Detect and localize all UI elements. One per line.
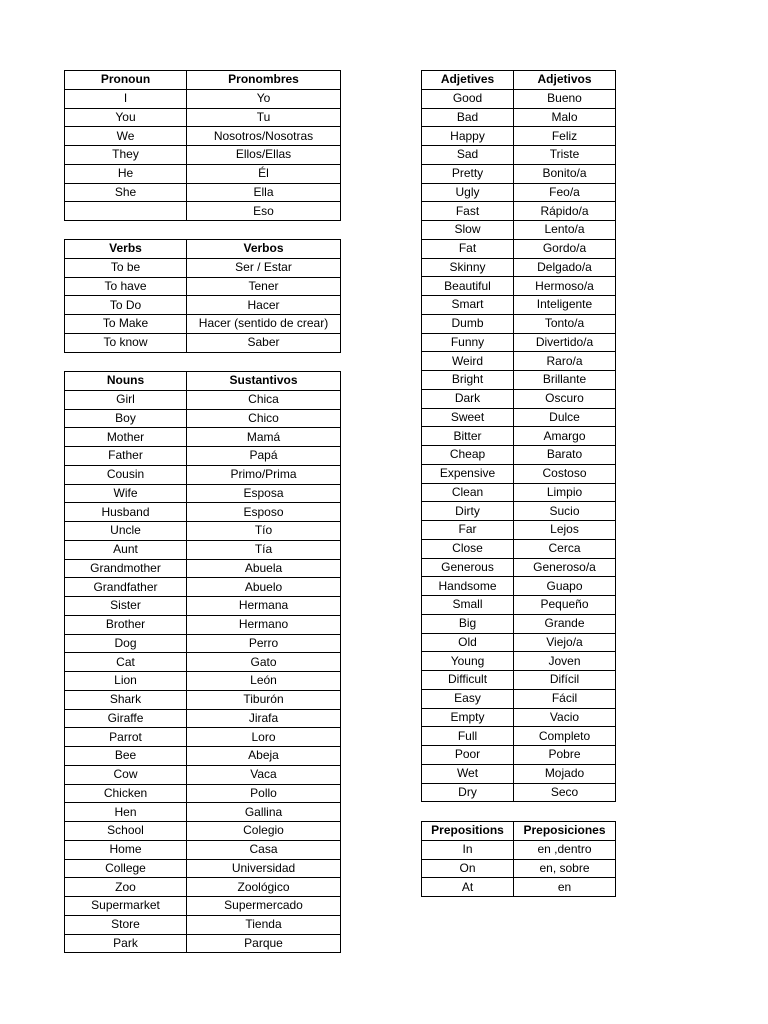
spanish-cell: Amargo <box>514 427 616 446</box>
english-cell: Mother <box>65 428 187 447</box>
english-cell: Husband <box>65 503 187 522</box>
english-cell: Beautiful <box>422 277 514 296</box>
spanish-cell: Sucio <box>514 502 616 521</box>
spanish-cell: Tiburón <box>187 690 341 709</box>
english-cell: Lion <box>65 672 187 691</box>
english-cell: Bitter <box>422 427 514 446</box>
english-cell: To be <box>65 258 187 277</box>
spanish-cell: Zoológico <box>187 878 341 897</box>
english-cell: Old <box>422 633 514 652</box>
spanish-cell: Tienda <box>187 915 341 934</box>
english-cell: Zoo <box>65 878 187 897</box>
spanish-cell: Fácil <box>514 689 616 708</box>
english-cell: Cat <box>65 653 187 672</box>
spanish-cell: Tonto/a <box>514 314 616 333</box>
spanish-cell: Vacio <box>514 708 616 727</box>
table-row <box>422 577 616 596</box>
english-cell: Aunt <box>65 540 187 559</box>
spanish-cell: Gallina <box>187 803 341 822</box>
english-cell: Poor <box>422 746 514 765</box>
english-cell: Chicken <box>65 784 187 803</box>
english-cell: Home <box>65 840 187 859</box>
spanish-cell: Tío <box>187 522 341 541</box>
table-row <box>422 689 616 708</box>
english-cell: Good <box>422 89 514 108</box>
english-cell: Difficult <box>422 671 514 690</box>
table-row <box>422 840 616 859</box>
spanish-cell: Feo/a <box>514 183 616 202</box>
table-row <box>422 221 616 240</box>
english-cell: To have <box>65 277 187 296</box>
english-cell: Funny <box>422 333 514 352</box>
table-row <box>422 239 616 258</box>
table-row <box>65 503 341 522</box>
spanish-cell: Casa <box>187 840 341 859</box>
english-cell: Easy <box>422 689 514 708</box>
table-row <box>65 765 341 784</box>
english-cell: Dumb <box>422 314 514 333</box>
column-header: Nouns <box>65 372 187 391</box>
table-row <box>65 465 341 484</box>
english-cell: Handsome <box>422 577 514 596</box>
english-cell: Clean <box>422 483 514 502</box>
spanish-cell: Bonito/a <box>514 164 616 183</box>
english-cell: She <box>65 183 187 202</box>
spanish-cell: Delgado/a <box>514 258 616 277</box>
english-cell: Sweet <box>422 408 514 427</box>
spanish-cell: Yo <box>187 89 341 108</box>
column-header: Preposiciones <box>514 822 616 841</box>
english-cell: On <box>422 859 514 878</box>
table-row <box>65 597 341 616</box>
english-cell: Bee <box>65 747 187 766</box>
column-header: Adjetives <box>422 71 514 90</box>
spanish-cell: Jirafa <box>187 709 341 728</box>
table-row <box>422 427 616 446</box>
table-row <box>422 408 616 427</box>
table-row <box>422 878 616 897</box>
english-cell: College <box>65 859 187 878</box>
table-row <box>65 428 341 447</box>
spanish-cell: Abeja <box>187 747 341 766</box>
table-row <box>422 614 616 633</box>
english-cell: Boy <box>65 409 187 428</box>
spanish-cell: Parque <box>187 934 341 953</box>
spanish-cell: Ella <box>187 183 341 202</box>
spanish-cell: Seco <box>514 783 616 802</box>
spanish-cell: Mojado <box>514 764 616 783</box>
spanish-cell: en ,dentro <box>514 840 616 859</box>
spanish-cell: Hacer <box>187 296 341 315</box>
spanish-cell: Esposo <box>187 503 341 522</box>
english-cell: Dirty <box>422 502 514 521</box>
spanish-cell: Malo <box>514 108 616 127</box>
column-header: Prepositions <box>422 822 514 841</box>
spanish-cell: Él <box>187 164 341 183</box>
table-row <box>422 164 616 183</box>
spanish-cell: Generoso/a <box>514 558 616 577</box>
table-row <box>422 502 616 521</box>
english-cell: Wife <box>65 484 187 503</box>
table-row <box>422 352 616 371</box>
table-row <box>65 559 341 578</box>
table-row <box>65 202 341 221</box>
table-row <box>65 878 341 897</box>
english-cell: Shark <box>65 690 187 709</box>
pronouns-table <box>64 70 341 221</box>
adjectives-table <box>421 70 616 802</box>
table-row <box>422 464 616 483</box>
spanish-cell: Abuela <box>187 559 341 578</box>
table-row <box>65 183 341 202</box>
table-row <box>65 615 341 634</box>
table-row <box>65 934 341 953</box>
table-row <box>65 634 341 653</box>
table-row <box>65 409 341 428</box>
spanish-cell: Supermercado <box>187 897 341 916</box>
spanish-cell: Saber <box>187 333 341 352</box>
table-row <box>422 258 616 277</box>
english-cell: Ugly <box>422 183 514 202</box>
table-row <box>422 371 616 390</box>
table-row <box>65 690 341 709</box>
table-row <box>65 784 341 803</box>
table-row <box>65 897 341 916</box>
table-row <box>65 672 341 691</box>
spanish-cell: Ellos/Ellas <box>187 146 341 165</box>
spanish-cell: Dulce <box>514 408 616 427</box>
spanish-cell: Perro <box>187 634 341 653</box>
english-cell: Skinny <box>422 258 514 277</box>
spanish-cell: Completo <box>514 727 616 746</box>
spanish-cell: en <box>514 878 616 897</box>
table-row <box>422 127 616 146</box>
table-row <box>422 671 616 690</box>
english-cell: Weird <box>422 352 514 371</box>
english-cell: Dry <box>422 783 514 802</box>
table-row <box>65 277 341 296</box>
table-row <box>65 484 341 503</box>
table-row <box>422 296 616 315</box>
spanish-cell: Triste <box>514 146 616 165</box>
table-row <box>422 202 616 221</box>
table-header-row <box>65 240 341 259</box>
spanish-cell: Esposa <box>187 484 341 503</box>
spanish-cell: Lejos <box>514 521 616 540</box>
table-row <box>65 315 341 334</box>
english-cell: Wet <box>422 764 514 783</box>
spanish-cell: Grande <box>514 614 616 633</box>
english-cell: Close <box>422 539 514 558</box>
english-cell: I <box>65 89 187 108</box>
spanish-cell: Tía <box>187 540 341 559</box>
english-cell: Parrot <box>65 728 187 747</box>
spanish-cell: Hacer (sentido de crear) <box>187 315 341 334</box>
spanish-cell: en, sobre <box>514 859 616 878</box>
table-row <box>65 447 341 466</box>
spanish-cell: Loro <box>187 728 341 747</box>
table-row <box>422 483 616 502</box>
spanish-cell: Hermano <box>187 615 341 634</box>
spanish-cell: Hermoso/a <box>514 277 616 296</box>
english-cell: Far <box>422 521 514 540</box>
spanish-cell: Vaca <box>187 765 341 784</box>
table-row <box>65 108 341 127</box>
english-cell: Girl <box>65 390 187 409</box>
table-row <box>65 146 341 165</box>
spanish-cell: Universidad <box>187 859 341 878</box>
table-row <box>65 747 341 766</box>
spanish-cell: Primo/Prima <box>187 465 341 484</box>
table-row <box>422 446 616 465</box>
english-cell: He <box>65 164 187 183</box>
spanish-cell: Cerca <box>514 539 616 558</box>
english-cell: Grandfather <box>65 578 187 597</box>
table-row <box>422 521 616 540</box>
nouns-table <box>64 371 341 953</box>
english-cell: Bad <box>422 108 514 127</box>
table-row <box>422 859 616 878</box>
english-cell: Brother <box>65 615 187 634</box>
table-header-row <box>65 71 341 90</box>
english-cell: Smart <box>422 296 514 315</box>
english-cell: Cousin <box>65 465 187 484</box>
spanish-cell: Pequeño <box>514 596 616 615</box>
english-cell: Store <box>65 915 187 934</box>
table-row <box>65 653 341 672</box>
english-cell: Bright <box>422 371 514 390</box>
table-row <box>65 859 341 878</box>
english-cell: Expensive <box>422 464 514 483</box>
table-row <box>422 314 616 333</box>
table-row <box>65 578 341 597</box>
english-cell: Uncle <box>65 522 187 541</box>
english-cell: Grandmother <box>65 559 187 578</box>
spanish-cell: Difícil <box>514 671 616 690</box>
spanish-cell: Viejo/a <box>514 633 616 652</box>
english-cell: Generous <box>422 558 514 577</box>
english-cell <box>65 202 187 221</box>
table-row <box>65 803 341 822</box>
table-row <box>65 840 341 859</box>
table-row <box>422 389 616 408</box>
table-row <box>422 727 616 746</box>
table-row <box>422 764 616 783</box>
spanish-cell: Abuelo <box>187 578 341 597</box>
spanish-cell: Chica <box>187 390 341 409</box>
english-cell: In <box>422 840 514 859</box>
english-cell: Supermarket <box>65 897 187 916</box>
spanish-cell: Oscuro <box>514 389 616 408</box>
english-cell: Fat <box>422 239 514 258</box>
table-row <box>422 539 616 558</box>
table-row <box>422 596 616 615</box>
table-row <box>422 183 616 202</box>
table-row <box>422 108 616 127</box>
spanish-cell: Inteligente <box>514 296 616 315</box>
spanish-cell: Guapo <box>514 577 616 596</box>
table-row <box>65 127 341 146</box>
table-row <box>422 89 616 108</box>
spanish-cell: Papá <box>187 447 341 466</box>
spanish-cell: Mamá <box>187 428 341 447</box>
english-cell: We <box>65 127 187 146</box>
table-row <box>422 633 616 652</box>
table-row <box>422 746 616 765</box>
table-row <box>422 333 616 352</box>
spanish-cell: Tu <box>187 108 341 127</box>
table-row <box>65 296 341 315</box>
spanish-cell: Bueno <box>514 89 616 108</box>
column-header: Adjetivos <box>514 71 616 90</box>
english-cell: Big <box>422 614 514 633</box>
english-cell: Pretty <box>422 164 514 183</box>
english-cell: Small <box>422 596 514 615</box>
spanish-cell: León <box>187 672 341 691</box>
english-cell: Young <box>422 652 514 671</box>
column-header: Pronoun <box>65 71 187 90</box>
english-cell: Park <box>65 934 187 953</box>
english-cell: Happy <box>422 127 514 146</box>
spanish-cell: Brillante <box>514 371 616 390</box>
table-row <box>65 89 341 108</box>
english-cell: They <box>65 146 187 165</box>
table-row <box>422 277 616 296</box>
english-cell: Cheap <box>422 446 514 465</box>
english-cell: Dog <box>65 634 187 653</box>
verbs-table <box>64 239 341 353</box>
table-row <box>422 558 616 577</box>
table-row <box>65 822 341 841</box>
english-cell: Sad <box>422 146 514 165</box>
spanish-cell: Chico <box>187 409 341 428</box>
spanish-cell: Lento/a <box>514 221 616 240</box>
table-row <box>422 783 616 802</box>
english-cell: To know <box>65 333 187 352</box>
column-header: Sustantivos <box>187 372 341 391</box>
english-cell: You <box>65 108 187 127</box>
spanish-cell: Gordo/a <box>514 239 616 258</box>
prepositions-table <box>421 821 616 897</box>
english-cell: Empty <box>422 708 514 727</box>
spanish-cell: Hermana <box>187 597 341 616</box>
column-header: Pronombres <box>187 71 341 90</box>
english-cell: Giraffe <box>65 709 187 728</box>
table-row <box>65 333 341 352</box>
english-cell: Sister <box>65 597 187 616</box>
english-cell: Full <box>422 727 514 746</box>
spanish-cell: Raro/a <box>514 352 616 371</box>
table-row <box>65 540 341 559</box>
table-row <box>65 915 341 934</box>
english-cell: To Do <box>65 296 187 315</box>
english-cell: To Make <box>65 315 187 334</box>
spanish-cell: Limpio <box>514 483 616 502</box>
table-header-row <box>422 822 616 841</box>
table-row <box>65 164 341 183</box>
spanish-cell: Feliz <box>514 127 616 146</box>
table-row <box>65 728 341 747</box>
column-header: Verbs <box>65 240 187 259</box>
table-header-row <box>65 372 341 391</box>
table-row <box>65 390 341 409</box>
spanish-cell: Pobre <box>514 746 616 765</box>
english-cell: Father <box>65 447 187 466</box>
english-cell: Hen <box>65 803 187 822</box>
spanish-cell: Rápido/a <box>514 202 616 221</box>
english-cell: Cow <box>65 765 187 784</box>
english-cell: Dark <box>422 389 514 408</box>
spanish-cell: Costoso <box>514 464 616 483</box>
spanish-cell: Gato <box>187 653 341 672</box>
table-row <box>422 708 616 727</box>
english-cell: Slow <box>422 221 514 240</box>
english-cell: Fast <box>422 202 514 221</box>
table-row <box>65 522 341 541</box>
spanish-cell: Ser / Estar <box>187 258 341 277</box>
spanish-cell: Barato <box>514 446 616 465</box>
spanish-cell: Nosotros/Nosotras <box>187 127 341 146</box>
table-row <box>422 652 616 671</box>
spanish-cell: Divertido/a <box>514 333 616 352</box>
table-row <box>65 258 341 277</box>
table-row <box>65 709 341 728</box>
spanish-cell: Colegio <box>187 822 341 841</box>
column-header: Verbos <box>187 240 341 259</box>
english-cell: At <box>422 878 514 897</box>
spanish-cell: Eso <box>187 202 341 221</box>
spanish-cell: Joven <box>514 652 616 671</box>
spanish-cell: Pollo <box>187 784 341 803</box>
spanish-cell: Tener <box>187 277 341 296</box>
table-header-row <box>422 71 616 90</box>
table-row <box>422 146 616 165</box>
english-cell: School <box>65 822 187 841</box>
